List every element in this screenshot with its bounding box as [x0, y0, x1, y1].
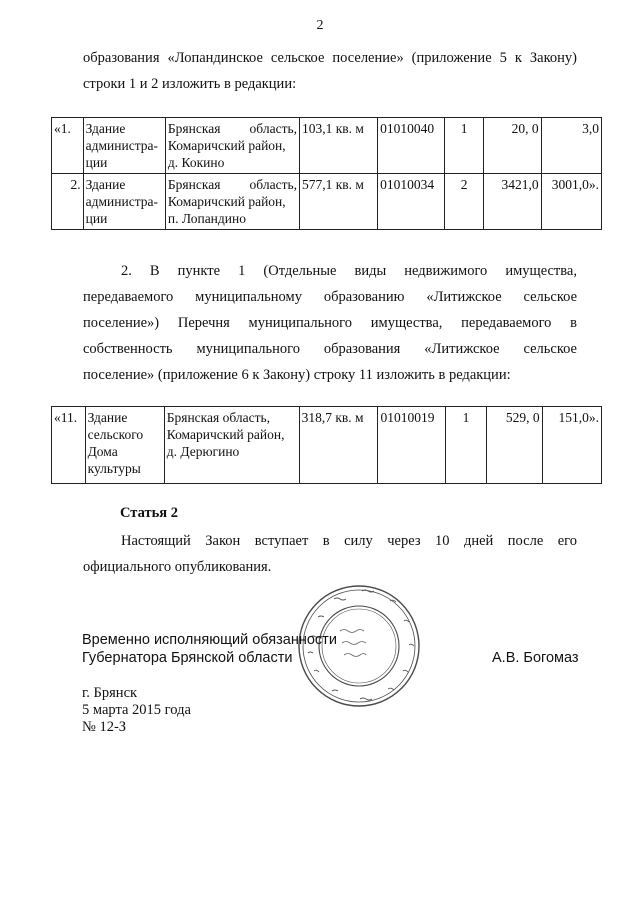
table-row	[52, 118, 602, 174]
article-heading: Статья 2	[120, 505, 178, 521]
object-name-line: Дома	[87, 444, 118, 459]
address-line: Брянская область,	[166, 410, 271, 425]
paragraph-2-line-2: передаваемого муниципальному образованию «Литижское сельское	[83, 289, 577, 305]
page-number: 2	[316, 18, 324, 33]
object-count: 1	[445, 118, 484, 174]
object-value-2: 3,0	[541, 118, 601, 174]
object-area: 103,1 кв. м	[300, 118, 378, 174]
address-line: Комаричский район,	[167, 138, 286, 153]
paragraph-3-line-1: Настоящий Закон вступает в силу через 10 дней после его	[121, 533, 577, 549]
object-address	[165, 118, 299, 174]
object-name-line: Здание	[85, 121, 126, 136]
object-value-1: 20, 0	[484, 118, 542, 174]
address-line: д. Кокино	[167, 155, 225, 170]
address-line: Комаричский район,	[167, 194, 286, 209]
object-address	[165, 174, 299, 230]
object-code: 01010034	[378, 174, 445, 230]
object-area: 577,1 кв. м	[300, 174, 378, 230]
row-number: «11.	[52, 407, 86, 484]
object-value-1: 529, 0	[486, 407, 542, 484]
address-line: д. Дерюгино	[166, 444, 240, 459]
signature-title-line-2: Губернатора Брянской области	[82, 650, 293, 666]
paragraph-2-line-5: поселение» (приложение 6 к Закону) строку 11 изложить в редакции:	[83, 367, 511, 383]
paragraph-1-line-2: строки 1 и 2 изложить в редакции:	[83, 76, 297, 92]
address-line: Брянская область,	[167, 121, 297, 136]
object-name-line: Здание	[87, 410, 128, 425]
address-line: п. Лопандино	[167, 211, 246, 226]
row-number: 2.	[52, 174, 84, 230]
object-name-line: ции	[85, 155, 108, 170]
object-name-line: администра-	[85, 138, 158, 153]
table-row	[52, 407, 602, 484]
object-value-1: 3421,0	[484, 174, 542, 230]
paragraph-3-line-2: официального опубликования.	[83, 559, 272, 575]
object-area: 318,7 кв. м	[299, 407, 378, 484]
object-name-line: сельского	[87, 427, 144, 442]
object-name-line: ции	[85, 211, 108, 226]
object-count: 1	[446, 407, 487, 484]
paragraph-2	[83, 258, 577, 388]
property-table-2	[51, 406, 602, 484]
object-count: 2	[445, 174, 484, 230]
date: 5 марта 2015 года	[82, 702, 191, 718]
property-table-1	[51, 117, 602, 230]
paragraph-2-line-1: 2. В пункте 1 (Отдельные виды недвижимого имущества,	[121, 263, 577, 279]
law-number: № 12-З	[82, 719, 127, 735]
signer-name: А.В. Богомаз	[492, 650, 579, 666]
object-name-line: культуры	[87, 461, 141, 476]
object-code: 01010019	[378, 407, 446, 484]
signature-title-line-1: Временно исполняющий обязанности	[82, 632, 337, 648]
address-line: Комаричский район,	[166, 427, 285, 442]
row-number: «1.	[52, 118, 84, 174]
object-name-line: Здание	[85, 177, 126, 192]
city: г. Брянск	[82, 685, 138, 701]
object-name	[83, 118, 165, 174]
paragraph-2-line-4: собственность муниципального образования «Литижское сельское	[83, 341, 577, 357]
table-row	[52, 174, 602, 230]
paragraph-1-line-1: образования «Лопандинское сельское поселение» (приложение 5 к Закону)	[83, 50, 577, 66]
object-name-line: администра-	[85, 194, 158, 209]
object-value-2: 3001,0».	[541, 174, 601, 230]
object-code: 01010040	[378, 118, 445, 174]
paragraph-1	[83, 45, 577, 97]
object-address	[164, 407, 299, 484]
address-line: Брянская область,	[167, 177, 297, 192]
object-value-2: 151,0».	[542, 407, 601, 484]
paragraph-3	[83, 528, 577, 580]
object-name	[83, 174, 165, 230]
object-name	[85, 407, 164, 484]
paragraph-2-line-3: поселение») Перечня муниципального имущества, передаваемого в	[83, 315, 577, 331]
